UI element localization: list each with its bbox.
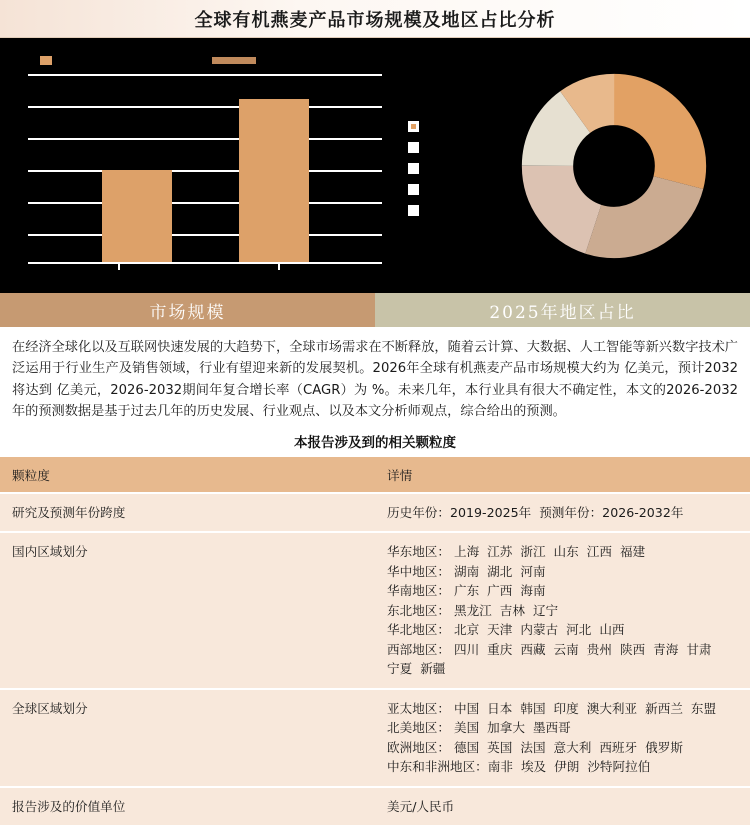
bar-plot-area bbox=[28, 74, 382, 264]
detail-line: 西部地区： 四川 重庆 西藏 云南 贵州 陕西 青海 甘肃 bbox=[387, 641, 712, 657]
detail-line: 历史年份：2019-2025年 预测年份：2026-2032年 bbox=[387, 504, 684, 520]
detail-line: 北美地区： 美国 加拿大 墨西哥 bbox=[387, 720, 571, 736]
table-cell-label: 报告涉及的价值单位 bbox=[0, 787, 375, 827]
table-header-cell: 详情 bbox=[375, 457, 750, 493]
detail-line: 宁夏 新疆 bbox=[387, 661, 446, 677]
bar-chart-legend bbox=[10, 46, 390, 74]
granularity-section-title: 本报告涉及到的相关颗粒度 bbox=[294, 434, 456, 451]
legend-swatch-icon bbox=[408, 121, 419, 132]
legend-item bbox=[40, 56, 52, 65]
legend-swatch-icon bbox=[408, 205, 419, 216]
legend-item bbox=[408, 205, 478, 216]
axis-tick bbox=[118, 264, 120, 270]
legend-item bbox=[408, 121, 478, 132]
table-cell-detail bbox=[375, 787, 750, 827]
table-header-row bbox=[0, 457, 750, 493]
legend-item bbox=[212, 57, 256, 64]
detail-line: 欧洲地区： 德国 英国 法国 意大利 西班牙 俄罗斯 bbox=[387, 739, 683, 755]
intro-paragraph: 在经济全球化以及互联网快速发展的大趋势下，全球市场需求在不断释放，随着云计算、大数据、人工智能等新兴数字技术广泛运用于行业生产及销售领域，行业有望迎来新的发展契机。2026年全球有机燕麦产品市场规模大约为 亿美元，预计2032将达到 亿美元，2026-2032期间年复合增长率（CAGR）为 %。未来几年，本行业具有很大不确定性，本文的2026-2032年的预测数据是基于过去几年的历史发展、行业观点、以及本文分析师观点，综合给出的预测。 bbox=[12, 340, 738, 420]
legend-item bbox=[408, 163, 478, 174]
bar-series bbox=[28, 74, 382, 262]
legend-label bbox=[212, 57, 256, 64]
donut-chart-legend bbox=[408, 115, 478, 216]
axis-tick bbox=[278, 264, 280, 270]
table-cell-detail bbox=[375, 493, 750, 533]
table-cell-label: 国内区域划分 bbox=[0, 532, 375, 689]
table-cell-label: 研究及预测年份跨度 bbox=[0, 493, 375, 533]
bar-item bbox=[239, 99, 309, 262]
legend-swatch-icon bbox=[408, 184, 419, 195]
charts-band bbox=[0, 38, 750, 293]
section-title-bars bbox=[0, 293, 750, 327]
table-cell-label: 全球区域划分 bbox=[0, 689, 375, 787]
table-row bbox=[0, 689, 750, 787]
detail-line: 东北地区： 黑龙江 吉林 辽宁 bbox=[387, 602, 559, 618]
legend-swatch-icon bbox=[408, 163, 419, 174]
bar-item bbox=[102, 170, 172, 262]
table-row bbox=[0, 787, 750, 827]
detail-line: 亚太地区： 中国 日本 韩国 印度 澳大利亚 新西兰 东盟 bbox=[387, 700, 717, 716]
legend-swatch-icon bbox=[408, 142, 419, 153]
detail-line: 华中地区： 湖南 湖北 河南 bbox=[387, 563, 546, 579]
detail-line: 华东地区： 上海 江苏 浙江 山东 江西 福建 bbox=[387, 544, 646, 560]
detail-line: 华北地区： 北京 天津 内蒙古 河北 山西 bbox=[387, 622, 625, 638]
detail-line: 美元/人民币 bbox=[387, 798, 455, 814]
granularity-table bbox=[0, 457, 750, 828]
market-size-bar: 市场规模 bbox=[0, 293, 375, 327]
legend-swatch-icon bbox=[40, 56, 52, 65]
table-row bbox=[0, 493, 750, 533]
donut-graphic bbox=[519, 71, 709, 261]
page-header bbox=[0, 0, 750, 38]
detail-line: 华南地区： 广东 广西 海南 bbox=[387, 583, 546, 599]
table-row bbox=[0, 532, 750, 689]
bar-chart bbox=[0, 38, 400, 293]
table-cell-detail bbox=[375, 532, 750, 689]
table-cell-detail bbox=[375, 689, 750, 787]
detail-line: 中东和非洲地区：南非 埃及 伊朗 沙特阿拉伯 bbox=[387, 759, 651, 775]
table-header-cell: 颗粒度 bbox=[0, 457, 375, 493]
region-share-bar: 2025年地区占比 bbox=[375, 293, 750, 327]
donut-chart bbox=[400, 38, 750, 293]
page-title: 全球有机燕麦产品市场规模及地区占比分析 bbox=[194, 9, 556, 31]
legend-item bbox=[408, 142, 478, 153]
legend-item bbox=[408, 184, 478, 195]
donut-graphic-wrap bbox=[478, 71, 750, 261]
